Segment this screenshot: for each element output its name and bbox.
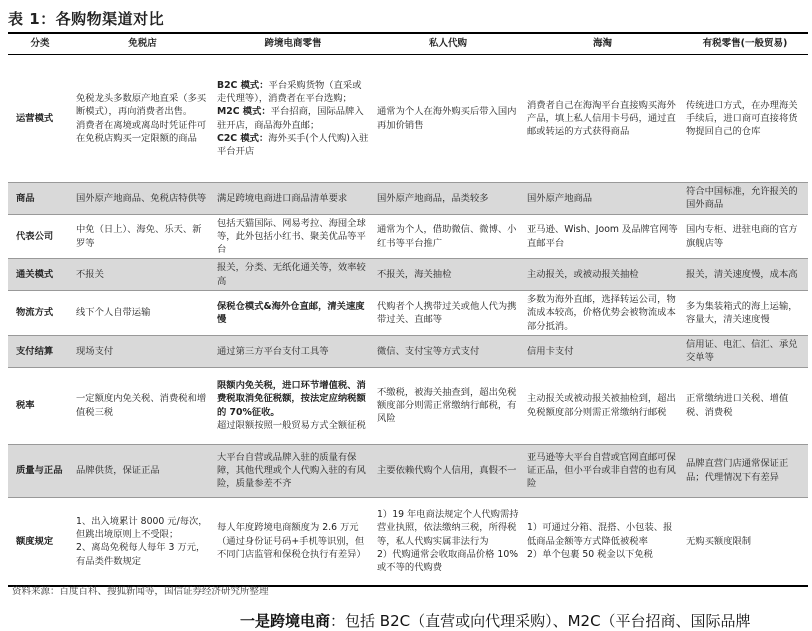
table-cell: 无购买额度限制 — [682, 497, 808, 586]
table-cell: 线下个人自带运输 — [72, 291, 213, 336]
table-cell: 品牌直营门店通常保证正品；代理情况下有差异 — [682, 444, 808, 497]
row-category: 运营模式 — [8, 55, 72, 183]
table-cell: 代购者个人携带过关或他人代为携带过关、直邮等 — [373, 291, 523, 336]
row-category: 通关模式 — [8, 259, 72, 291]
table-cell: 1）19 年电商法规定个人代购需持营业执照，依法缴纳三税，所得税等，私人代购实属非法行为 2）代购通常会收取商品价格 10%或不等的代购费 — [373, 497, 523, 586]
table-cell: 现场支付 — [72, 335, 213, 367]
table-cell: 多为集装箱式的海上运输，容量大，清关速度慢 — [682, 291, 808, 336]
table-cell: 正常缴纳进口关税、增值税、消费税 — [682, 367, 808, 444]
table-cell: 通常为个人，借助微信、微博、小红书等平台推广 — [373, 214, 523, 259]
table-cell: 保税仓模式&海外仓直邮，清关速度慢 — [213, 291, 373, 336]
table-cell: 限额内免关税，进口环节增值税、消费税取消免征税额，按法定应纳税额的 70%征收。 超过限额按照一般贸易方式全额征税 — [213, 367, 373, 444]
body-text-rest: ：包括 B2C（直营或向代理采购）、M2C（平台招商、国际品牌 — [330, 612, 751, 630]
table-cell: 每人年度跨境电商额度为 2.6 万元（通过身份证号码+手机等识别，但不同门店监管和保税仓执行有差异） — [213, 497, 373, 586]
table-cell: 满足跨境电商进口商品清单要求 — [213, 183, 373, 215]
row-category: 商品 — [8, 183, 72, 215]
table-cell: 中免（日上）、海免、乐天、新罗等 — [72, 214, 213, 259]
table-cell: 国外原产地商品、免税店特供等 — [72, 183, 213, 215]
table-cell: 不报关 — [72, 259, 213, 291]
table-cell: 国外原产地商品 — [523, 183, 682, 215]
header-personal-purchase: 私人代购 — [373, 33, 523, 55]
table-cell: 不缴税，被海关抽查到，超出免税额度部分则需正常缴纳行邮税，有风险 — [373, 367, 523, 444]
table-row — [8, 183, 808, 215]
table-cell: 免税龙头多数原产地直采（多买断模式），再向消费者出售。 消费者在离境或离岛时凭证件可在免税店购买一定限额的商品 — [72, 55, 213, 183]
header-haitao: 海淘 — [523, 33, 682, 55]
row-category: 物流方式 — [8, 291, 72, 336]
header-cross-border: 跨境电商零售 — [213, 33, 373, 55]
table-cell: 包括天猫国际、网易考拉、海囤全球等，此外包括小红书、聚美优品等平台 — [213, 214, 373, 259]
table-row — [8, 259, 808, 291]
table-cell: 品牌供货，保证正品 — [72, 444, 213, 497]
table-cell: 微信、支付宝等方式支付 — [373, 335, 523, 367]
channel-comparison-table — [8, 33, 808, 587]
row-category: 质量与正品 — [8, 444, 72, 497]
table-row — [8, 444, 808, 497]
table-cell: 信用证、电汇、信汇、承兑交单等 — [682, 335, 808, 367]
table-cell: 国外原产地商品，品类较多 — [373, 183, 523, 215]
table-cell: 亚马逊、Wish、Joom 及品牌官网等直邮平台 — [523, 214, 682, 259]
table-row — [8, 291, 808, 336]
table-row — [8, 367, 808, 444]
header-duty-free: 免税店 — [72, 33, 213, 55]
table-cell: 1、出入境累计 8000 元/每次，但跳出境原则上不受限； 2、离岛免税每人每年 3 万元，有品类件数规定 — [72, 497, 213, 586]
table-cell: 大平台自营或品牌入驻的质量有保障，其他代理或个人代购入驻的有风险，质量参差不齐 — [213, 444, 373, 497]
table-row — [8, 335, 808, 367]
table-cell: 传统进口方式，在办理海关手续后，进口商可直接将货物提回自己的仓库 — [682, 55, 808, 183]
table-cell: 多数为海外直邮，选择转运公司，物流成本较高，价格优势会被物流成本部分抵消。 — [523, 291, 682, 336]
row-category: 税率 — [8, 367, 72, 444]
table-cell: 主要依赖代购个人信用，真假不一 — [373, 444, 523, 497]
table-cell: B2C 模式：平台采购货物（直采或走代理等），消费者在平台选购； M2C 模式：平台招商，国际品牌入驻开店，商品海外直邮； C2C 模式：海外买手(个人代购)入驻平台开店 — [213, 55, 373, 183]
table-cell: 一定额度内免关税、消费税和增值税三税 — [72, 367, 213, 444]
header-row — [8, 33, 808, 55]
table-cell: 主动报关或被动报关被抽检到，超出免税额度部分则需正常缴纳行邮税 — [523, 367, 682, 444]
table-row — [8, 214, 808, 259]
table-cell: 通过第三方平台支付工具等 — [213, 335, 373, 367]
table-cell: 主动报关，或被动报关抽检 — [523, 259, 682, 291]
table-cell: 报关，清关速度慢，成本高 — [682, 259, 808, 291]
row-category: 额度规定 — [8, 497, 72, 586]
table-cell: 消费者自己在海淘平台直接购买海外产品，填上私人信用卡号码，通过直邮或转运的方式获得商品 — [523, 55, 682, 183]
table-cell: 通常为个人在海外购买后带入国内再加价销售 — [373, 55, 523, 183]
source-note: 资料来源：百度百科、搜狐新闻等，国信证券经济研究所整理 — [12, 586, 269, 597]
table-row — [8, 55, 808, 183]
table-cell: 信用卡支付 — [523, 335, 682, 367]
body-text-bold: 一是跨境电商 — [240, 612, 331, 630]
table-cell: 亚马逊等大平台自营或官网直邮可保证正品，但小平台或非自营的也有风险 — [523, 444, 682, 497]
table-row — [8, 497, 808, 586]
table-cell: 不报关，海关抽检 — [373, 259, 523, 291]
table-cell: 1）可通过分箱、混搭、小包装、报低商品金额等方式降低被税率 2）单个包裹 50 税金以下免税 — [523, 497, 682, 586]
table-cell: 符合中国标准，允许报关的国外商品 — [682, 183, 808, 215]
row-category: 支付结算 — [8, 335, 72, 367]
table-cell: 报关，分类、无纸化通关等，效率较高 — [213, 259, 373, 291]
header-category: 分类 — [8, 33, 72, 55]
body-text-fragment — [240, 610, 751, 631]
table-cell: 国内专柜、进驻电商的官方旗舰店等 — [682, 214, 808, 259]
header-taxed-retail: 有税零售(一般贸易) — [682, 33, 808, 55]
table-title: 表 1：各购物渠道对比 — [8, 10, 165, 28]
row-category: 代表公司 — [8, 214, 72, 259]
